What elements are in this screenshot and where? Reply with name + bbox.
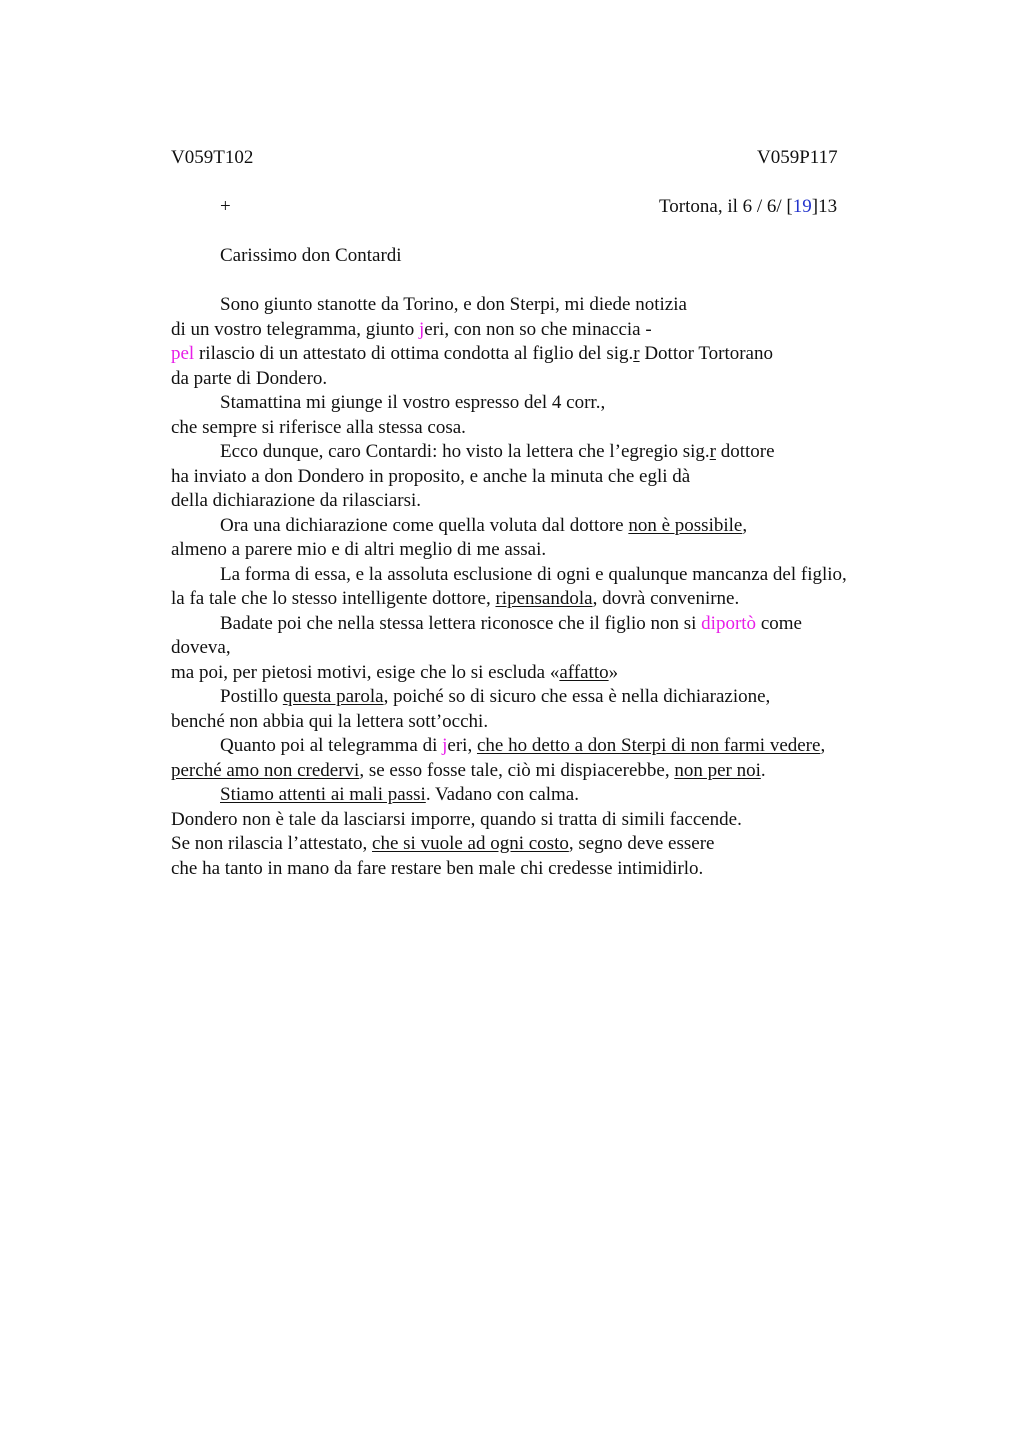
body-line	[171, 808, 911, 833]
dateline-prefix: Tortona, il 6 / 6/ [	[659, 196, 793, 217]
body-line	[171, 612, 911, 637]
text-segment: ma poi, per pietosi motivi, esige che lo si escluda «	[171, 661, 560, 683]
body-line	[171, 514, 911, 539]
underlined-text: Stiamo attenti ai mali passi	[220, 784, 426, 805]
text-segment: Ora una dichiarazione come quella voluta dal dottore	[220, 514, 629, 536]
body-line	[171, 832, 911, 857]
dateline	[659, 195, 837, 219]
body-line	[171, 759, 911, 784]
underlined-text: che si vuole ad ogni costo	[372, 833, 569, 854]
highlighted-text: diportò	[701, 612, 757, 634]
underlined-text: ripensandola	[495, 588, 593, 609]
text-segment: Stamattina mi giunge il vostro espresso del 4 corr.,	[220, 392, 606, 413]
underlined-text: affatto	[559, 661, 609, 683]
text-segment: Postillo	[220, 686, 283, 707]
text-segment: rilascio di un attestato di ottima condotta al figlio del sig.	[194, 343, 634, 364]
text-segment: , poiché so di sicuro che essa è nella dichiarazione,	[383, 686, 771, 707]
body-line	[171, 661, 911, 686]
text-segment: da parte di Dondero.	[171, 367, 328, 389]
text-segment: che sempre si riferisce alla stessa cosa.	[171, 416, 466, 438]
body-line	[171, 416, 911, 441]
body-line	[171, 440, 911, 465]
text-segment: , se esso fosse tale, ciò mi dispiacerebbe,	[359, 759, 675, 781]
body-line	[171, 587, 911, 612]
text-segment: Dottor Tortorano	[639, 343, 773, 364]
text-segment: Sono giunto stanotte da Torino, e don Sterpi, mi diede notizia	[220, 294, 687, 315]
text-segment: . Vadano con calma.	[425, 784, 579, 805]
body-line	[171, 734, 911, 759]
dateline-suffix: ]13	[811, 196, 838, 217]
text-segment: ha inviato a don Dondero in proposito, e anche la minuta che egli dà	[171, 465, 691, 487]
body-line	[171, 563, 911, 588]
text-segment: doveva,	[171, 637, 231, 658]
text-segment: Quanto poi al telegramma di	[220, 735, 443, 756]
letter-body	[171, 293, 911, 881]
underlined-text: non è possibile	[628, 514, 743, 536]
cross-symbol: +	[220, 196, 231, 217]
body-line	[171, 293, 911, 318]
text-segment: la fa tale che lo stesso intelligente dottore,	[171, 588, 496, 609]
text-segment: ,	[820, 735, 826, 756]
text-segment: benché non abbia qui la lettera sott’occhi.	[171, 710, 489, 732]
highlighted-text: j	[442, 735, 448, 756]
text-segment: ,	[742, 514, 748, 536]
body-line	[171, 318, 911, 343]
underlined-text: perché amo non credervi	[171, 759, 360, 781]
text-segment: , dovrà convenirne.	[592, 588, 740, 609]
text-segment: La forma di essa, e la assoluta esclusione di ogni e qualunque mancanza del figlio,	[220, 563, 847, 585]
text-segment: come	[756, 612, 802, 634]
underlined-text: che ho detto a don Sterpi di non farmi vedere	[476, 735, 821, 756]
body-line	[171, 342, 911, 367]
underlined-text: questa parola	[282, 686, 384, 707]
text-segment: almeno a parere mio e di altri meglio di me assai.	[171, 539, 547, 560]
text-segment: Se non rilascia l’attestato,	[171, 833, 373, 854]
text-segment: che ha tanto in mano da fare restare ben male chi credesse intimidirlo.	[171, 857, 704, 879]
body-line	[171, 538, 911, 563]
text-segment: eri, con non so che minaccia -	[424, 318, 652, 340]
text-segment: , segno deve essere	[568, 833, 715, 854]
underlined-text: r	[633, 343, 640, 364]
body-line	[171, 465, 911, 490]
text-segment: eri,	[447, 735, 477, 756]
text-segment: di un vostro telegramma, giunto	[171, 318, 420, 340]
body-line	[171, 857, 911, 882]
body-line	[171, 391, 911, 416]
text-segment: Badate poi che nella stessa lettera riconosce che il figlio non si	[220, 612, 702, 634]
highlighted-text: pel	[171, 343, 195, 364]
text-segment: »	[608, 661, 619, 683]
text-segment: Ecco dunque, caro Contardi: ho visto la lettera che l’egregio sig.	[220, 441, 710, 462]
body-line	[171, 685, 911, 710]
text-segment: dottore	[715, 441, 775, 462]
body-line	[171, 783, 911, 808]
body-line	[171, 367, 911, 392]
highlighted-text: j	[419, 318, 425, 340]
text-segment: .	[760, 759, 766, 781]
salutation: Carissimo don Contardi	[220, 245, 402, 266]
text-segment: Dondero non è tale da lasciarsi imporre, quando si tratta di simili faccende.	[171, 808, 742, 830]
header-left-code: V059T102	[171, 147, 254, 168]
underlined-text: non per noi	[674, 759, 761, 781]
body-line	[171, 489, 911, 514]
underlined-text: r	[709, 441, 716, 462]
header-right-code: V059P117	[757, 147, 838, 168]
body-line	[171, 636, 911, 661]
body-line	[171, 710, 911, 735]
text-segment: della dichiarazione da rilasciarsi.	[171, 490, 422, 511]
dateline-year-bracket: 19	[792, 196, 812, 217]
